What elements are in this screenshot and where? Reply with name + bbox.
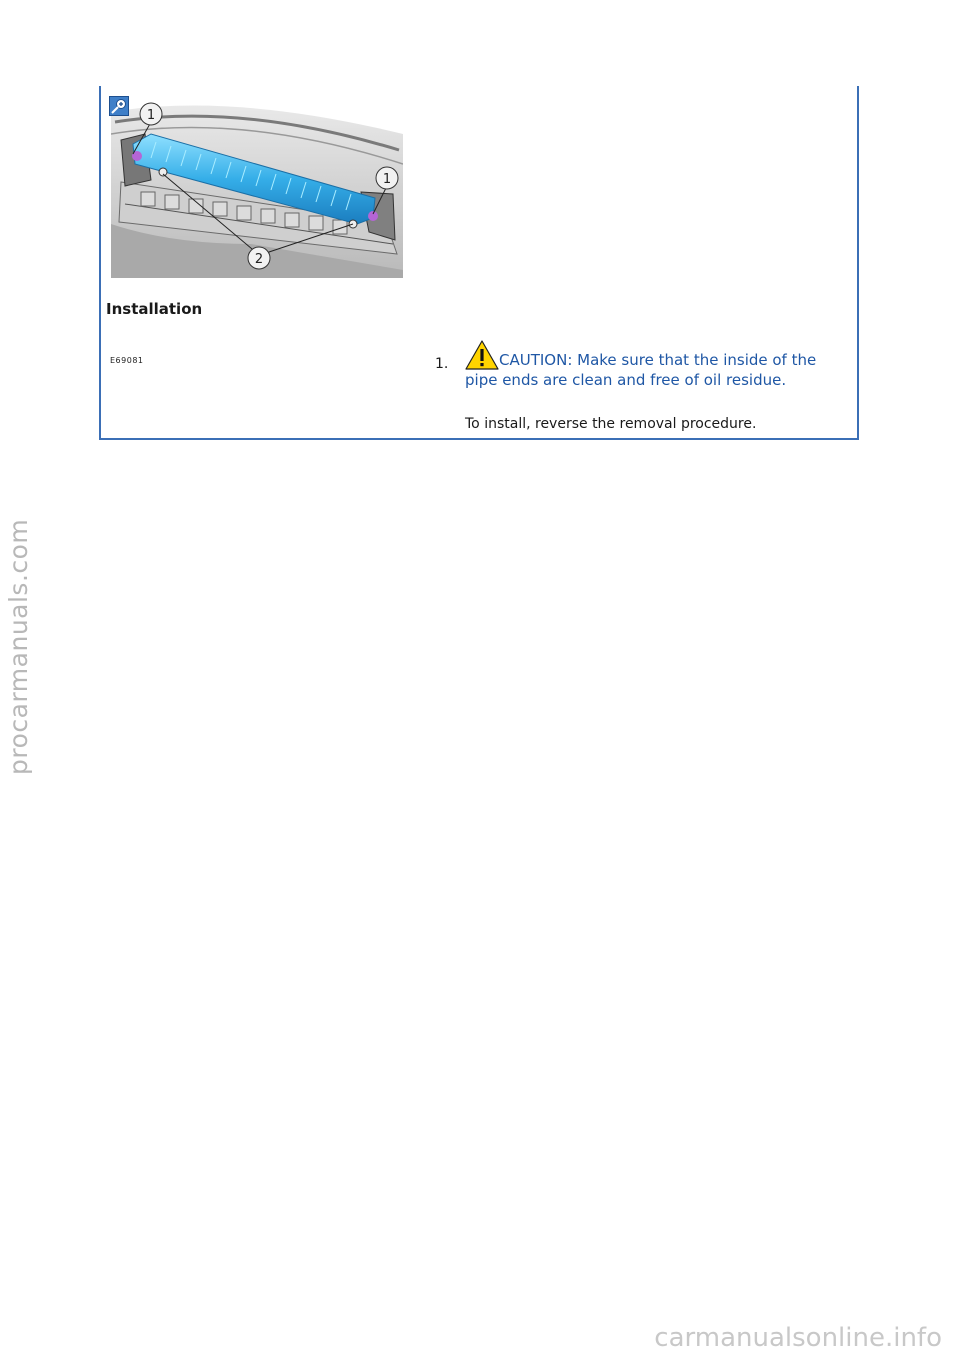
svg-text:2: 2 <box>254 252 264 267</box>
warning-triangle-icon <box>465 340 499 370</box>
figure-code: E69081 <box>110 356 144 365</box>
magnify-plus-icon[interactable] <box>109 96 129 116</box>
section-title-installation: Installation <box>106 300 203 318</box>
callout-1-right <box>376 167 398 189</box>
instruction-text: To install, reverse the removal procedure. <box>465 416 757 432</box>
svg-text:1: 1 <box>382 172 392 187</box>
component-illustration <box>111 94 403 278</box>
caution-text: CAUTION: Make sure that the inside of the pipe ends are clean and free of oil residue. <box>465 351 817 389</box>
caution-note <box>465 340 835 390</box>
procedure-panel <box>99 86 859 440</box>
callout-1-left <box>140 103 162 125</box>
step-number: 1. <box>435 356 449 372</box>
illustration-drawing <box>111 94 403 278</box>
svg-text:1: 1 <box>146 108 156 123</box>
bottom-watermark: carmanualsonline.info <box>654 1323 942 1353</box>
callout-2 <box>248 247 270 269</box>
side-watermark: procarmanuals.com <box>4 518 33 775</box>
